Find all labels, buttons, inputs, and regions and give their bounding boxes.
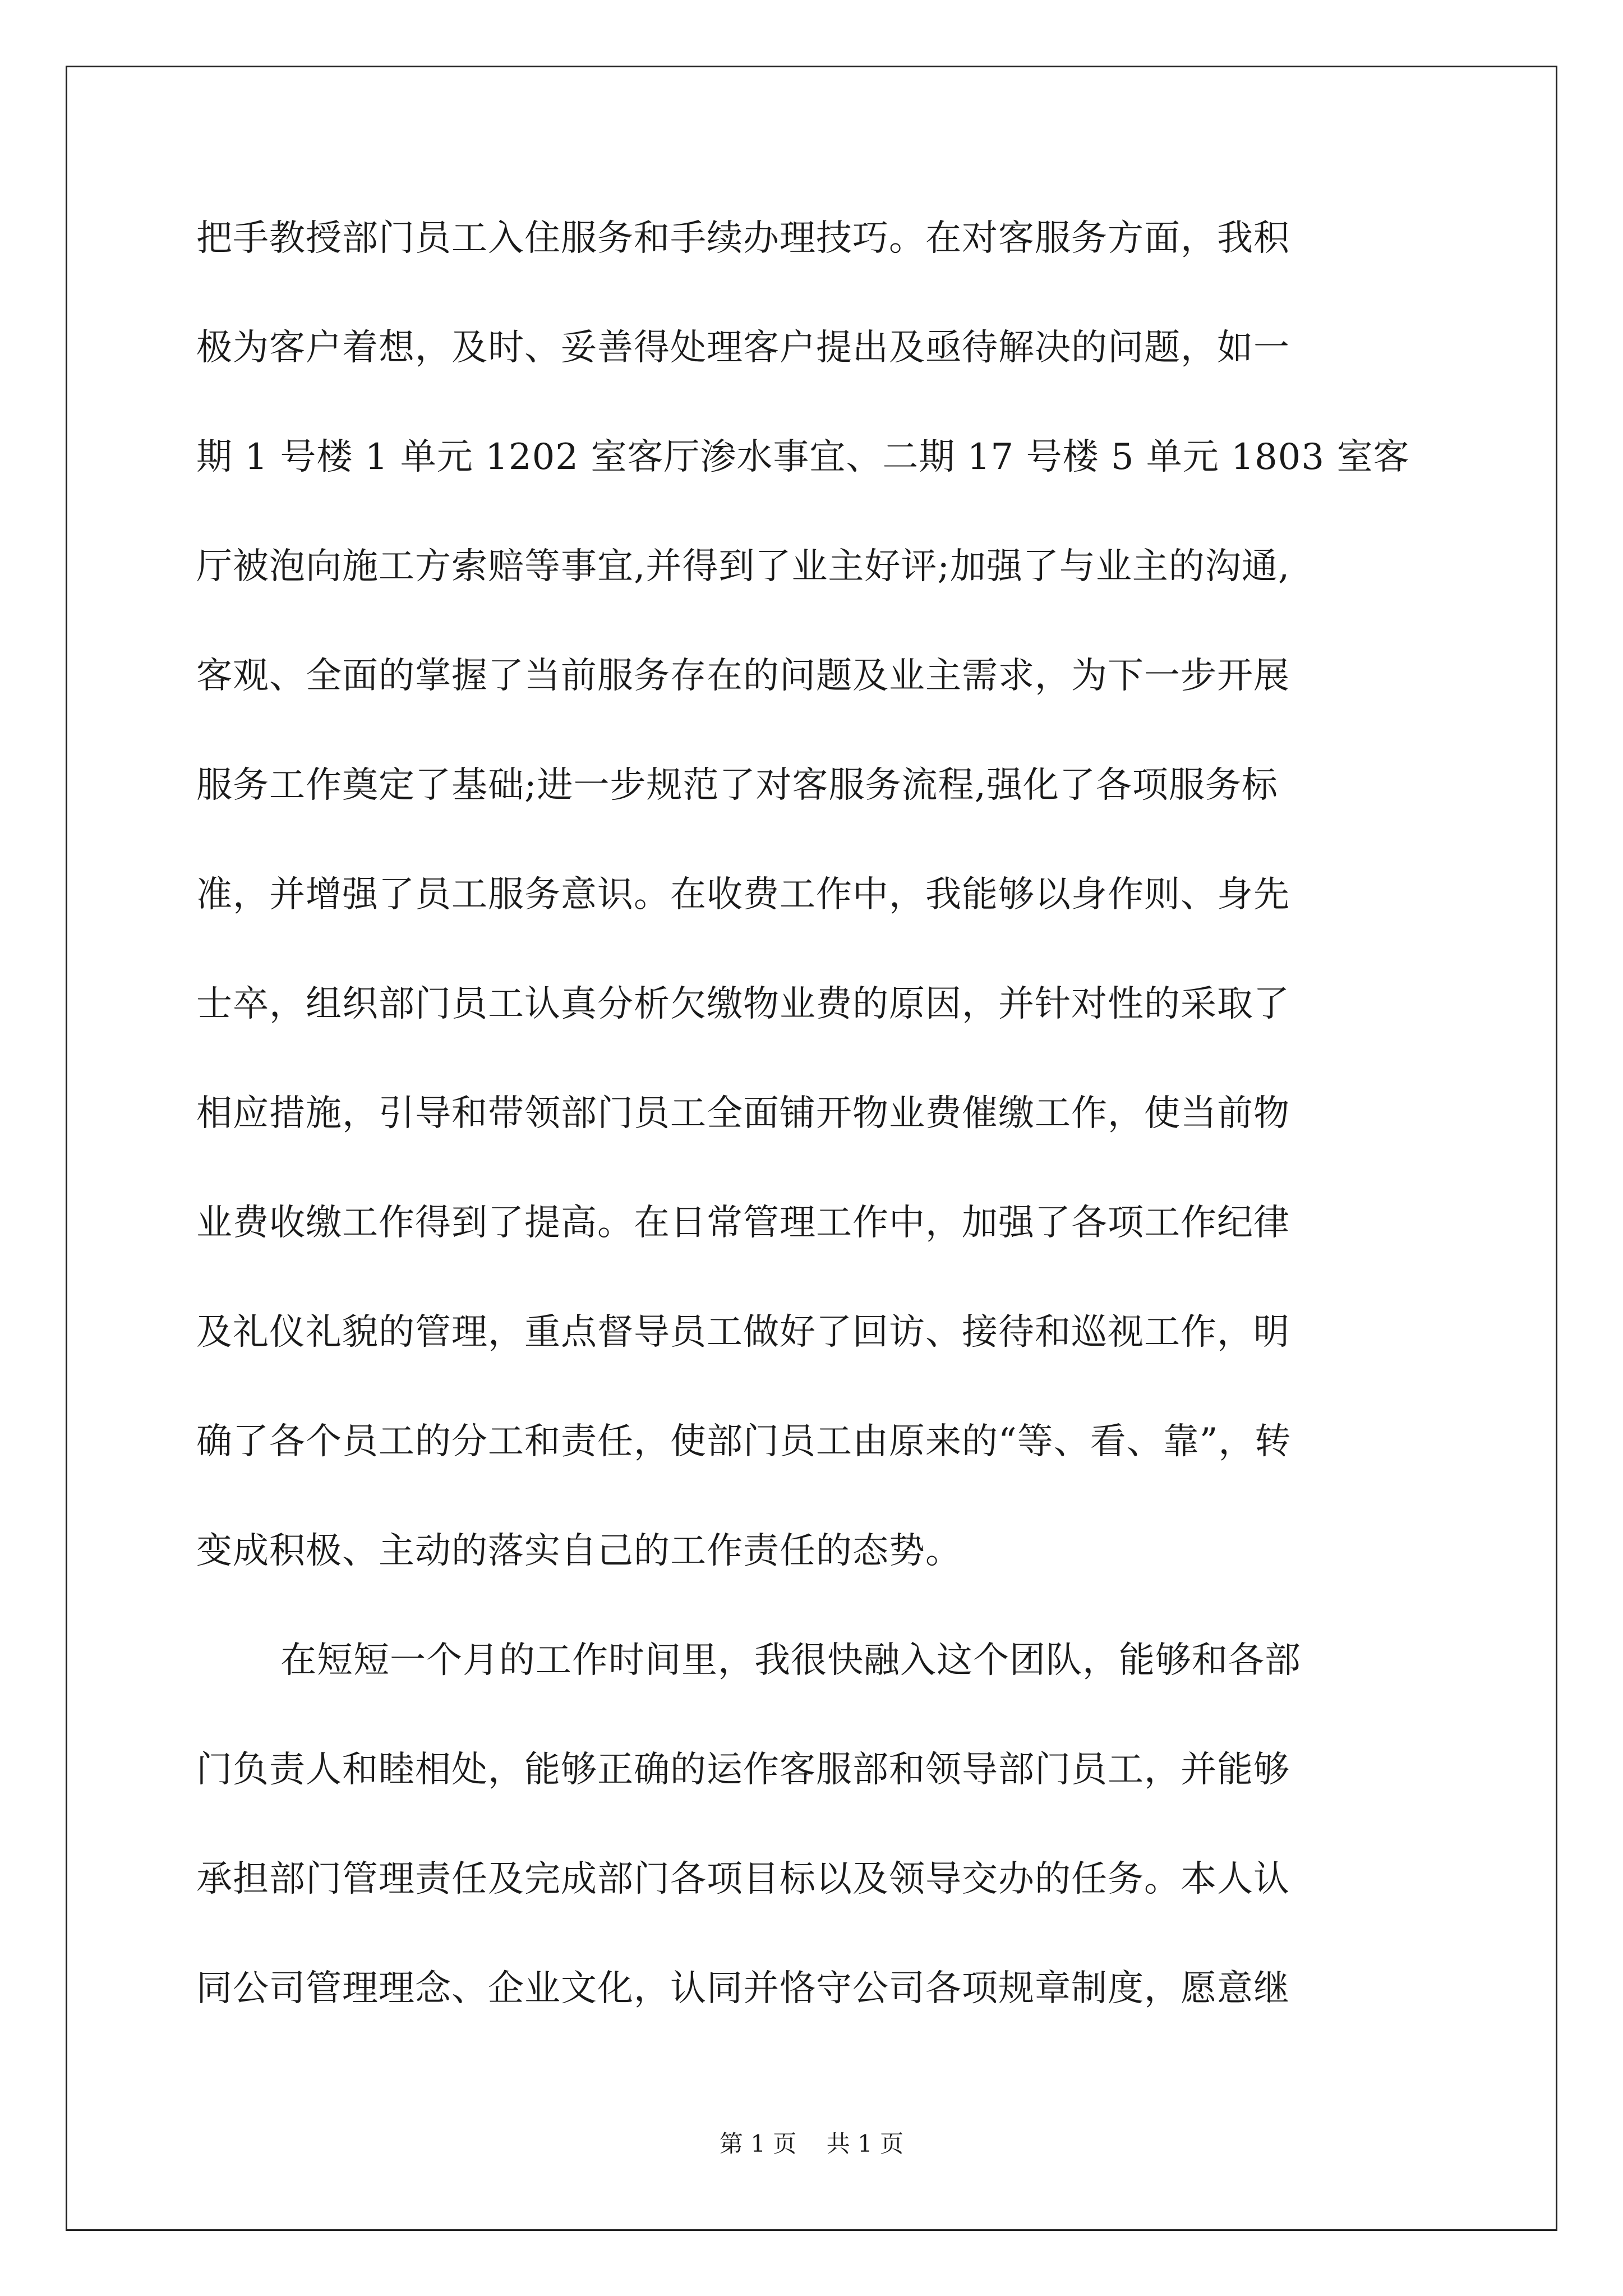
text-line: 确了各个员工的分工和责任，使部门员工由原来的“等、看、靠”，转 <box>196 1421 1292 1462</box>
text-line: 同公司管理理念、企业文化，认同并恪守公司各项规章制度，愿意继 <box>196 1968 1290 2009</box>
text-line: 期 1 号楼 1 单元 1202 室客厅渗水事宜、二期 17 号楼 5 单元 1803 室客 <box>196 436 1410 478</box>
text-line: 服务工作奠定了基础;进一步规范了对客服务流程,强化了各项服务标 <box>196 765 1278 806</box>
page-number-footer: 第 1 页 共 1 页 <box>719 2130 904 2157</box>
text-line: 准，并增强了员工服务意识。在收费工作中，我能够以身作则、身先 <box>196 874 1290 915</box>
text-line: 在短短一个月的工作时间里，我很快融入这个团队，能够和各部 <box>280 1640 1301 1681</box>
text-line: 及礼仪礼貌的管理，重点督导员工做好了回访、接待和巡视工作，明 <box>196 1312 1290 1353</box>
text-line: 厅被泡向施工方索赔等事宜,并得到了业主好评;加强了与业主的沟通, <box>196 546 1290 587</box>
text-line: 把手教授部门员工入住服务和手续办理技巧。在对客服务方面，我积 <box>196 218 1290 259</box>
text-line: 士卒，组织部门员工认真分析欠缴物业费的原因，并针对性的采取了 <box>196 983 1290 1025</box>
text-line: 极为客户着想，及时、妥善得处理客户提出及亟待解决的问题，如一 <box>196 327 1290 369</box>
text-line: 承担部门管理责任及完成部门各项目标以及领导交办的任务。本人认 <box>196 1858 1290 1900</box>
text-line: 门负责人和睦相处，能够正确的运作客服部和领导部门员工，并能够 <box>196 1749 1290 1791</box>
text-line: 业费收缴工作得到了提高。在日常管理工作中，加强了各项工作纪律 <box>196 1202 1290 1244</box>
text-line: 客观、全面的掌握了当前服务存在的问题及业主需求，为下一步开展 <box>196 655 1290 697</box>
text-line: 变成积极、主动的落实自己的工作责任的态势。 <box>196 1530 962 1572</box>
text-line: 相应措施，引导和带领部门员工全面铺开物业费催缴工作，使当前物 <box>196 1093 1290 1134</box>
